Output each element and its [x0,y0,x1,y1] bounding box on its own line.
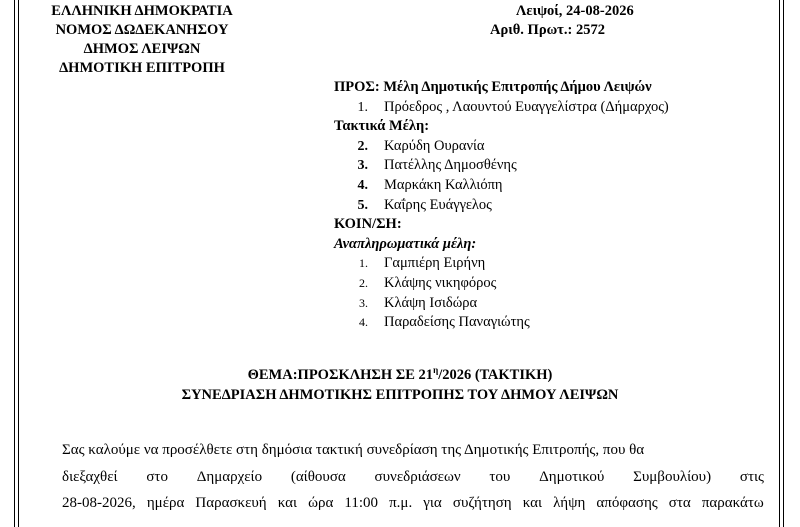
list-number: 3. [359,295,368,310]
issuer-block [22,2,262,78]
body-text-line: Σας καλούμε να προσέλθετε στη δημόσια τακτική συνεδρίαση της Δημοτικής Επιτροπής, που θα [62,442,645,458]
list-number: 1. [359,256,368,271]
cc-heading: ΚΟΙΝ/ΣΗ: [334,216,402,233]
list-item [334,274,754,294]
body-line-2 [62,464,764,491]
alternate-members-heading: Αναπληρωματικά μέλη: [334,235,477,252]
to-heading: ΠΡΟΣ: Μέλη Δημοτικής Επιτροπής Δήμου Λειψών [334,79,652,95]
list-item [334,137,754,157]
protocol-number: Αριθ. Πρωτ.: 2572 [490,22,605,38]
recipients-block [334,78,754,333]
body-word: 28-08-2026, [62,495,136,511]
list-item [334,294,754,314]
member-name: Γαμπιέρη Ειρήνη [384,255,486,272]
subject-superscript: η [433,365,439,376]
subject-suffix: /2026 (ΤΑΚΤΙΚΗ) [438,367,553,383]
list-number: 4. [359,315,368,330]
body-word: στις [739,468,764,485]
member-name: Κλάψη Ισιδώρα [384,294,478,311]
body-word: π.μ. [389,495,413,511]
body-word: Δημοτικού [539,468,605,485]
list-item [334,313,754,333]
list-item [334,176,754,196]
subject-prefix: ΘΕΜΑ:ΠΡΟΣΚΛΗΣΗ ΣΕ 21 [247,367,434,383]
document-date: Λειψοί, 24-08-2026 [516,3,634,19]
body-word: Δημαρχείο [196,468,263,485]
member-name: Μαρκάκη Καλλιόπη [384,176,503,193]
body-line-3 [62,490,764,517]
list-item [334,98,754,118]
issuer-line: ΝΟΜΟΣ ΔΩΔΕΚΑΝΗΣΟΥ [55,22,229,38]
body-word: παρακάτω [701,495,764,511]
body-word: του [489,468,511,485]
list-number: 4. [357,177,368,193]
member-name: Κλάψης νικηφόρος [384,274,497,291]
body-line-1 [62,437,764,464]
list-number: 5. [357,197,368,213]
member-name: Παραδείσης Παναγιώτης [384,314,530,331]
body-word: ώρα [308,495,334,511]
body-word: και [277,495,298,511]
member-name: Καΐρης Ευάγγελος [384,196,492,213]
member-name: Πατέλλης Δημοσθένης [384,157,517,174]
body-word: λήψη [553,495,586,511]
regular-members-heading: Τακτικά Μέλη: [334,118,430,135]
issuer-line: ΕΛΛΗΝΙΚΗ ΔΗΜΟΚΡΑΤΙΑ [51,3,233,19]
list-number: 1. [357,99,368,115]
body-word: στο [146,468,168,485]
member-name: Πρόεδρος , Λαουντού Ευαγγελίστρα (Δήμαρχος) [384,98,669,115]
chair-list [334,98,754,118]
list-number: 2. [357,138,368,154]
body-word: στα [668,495,691,511]
body-word: συζήτηση [452,495,512,511]
list-item [334,196,754,216]
member-name: Καρύδη Ουρανία [384,137,485,154]
issuer-line: ΔΗΜΟΤΙΚΗ ΕΠΙΤΡΟΠΗ [59,60,225,76]
body-word: διεξαχθεί [62,468,118,485]
page-border-right [779,0,784,527]
list-number: 2. [359,275,368,290]
date-protocol-block [490,2,634,40]
alternate-members-list [334,254,754,332]
list-item [334,156,754,176]
list-number: 3. [357,158,368,174]
regular-members-list [334,137,754,215]
issuer-line: ΔΗΜΟΣ ΛΕΙΨΩΝ [83,41,201,57]
subject-block [120,366,680,405]
body-word: (αίθουσα [290,468,346,485]
body-word: Παρασκευή [195,495,267,511]
subject-line-1 [120,366,680,386]
body-word: ημέρα [146,495,185,511]
subject-line-2: ΣΥΝΕΔΡΙΑΣΗ ΔΗΜΟΤΙΚΗΣ ΕΠΙΤΡΟΠΗΣ ΤΟΥ ΔΗΜΟΥ ΛΕΙΨΩΝ [181,386,619,403]
page-border-left [14,0,19,527]
body-word: Συμβουλίου) [633,468,712,485]
body-word: απόφασης [596,495,658,511]
list-item [334,254,754,274]
body-word: για [423,495,442,511]
body-word: συνεδριάσεων [374,468,461,485]
body-word: και [522,495,543,511]
invitation-body [62,437,764,517]
body-word: 11:00 [344,495,379,511]
